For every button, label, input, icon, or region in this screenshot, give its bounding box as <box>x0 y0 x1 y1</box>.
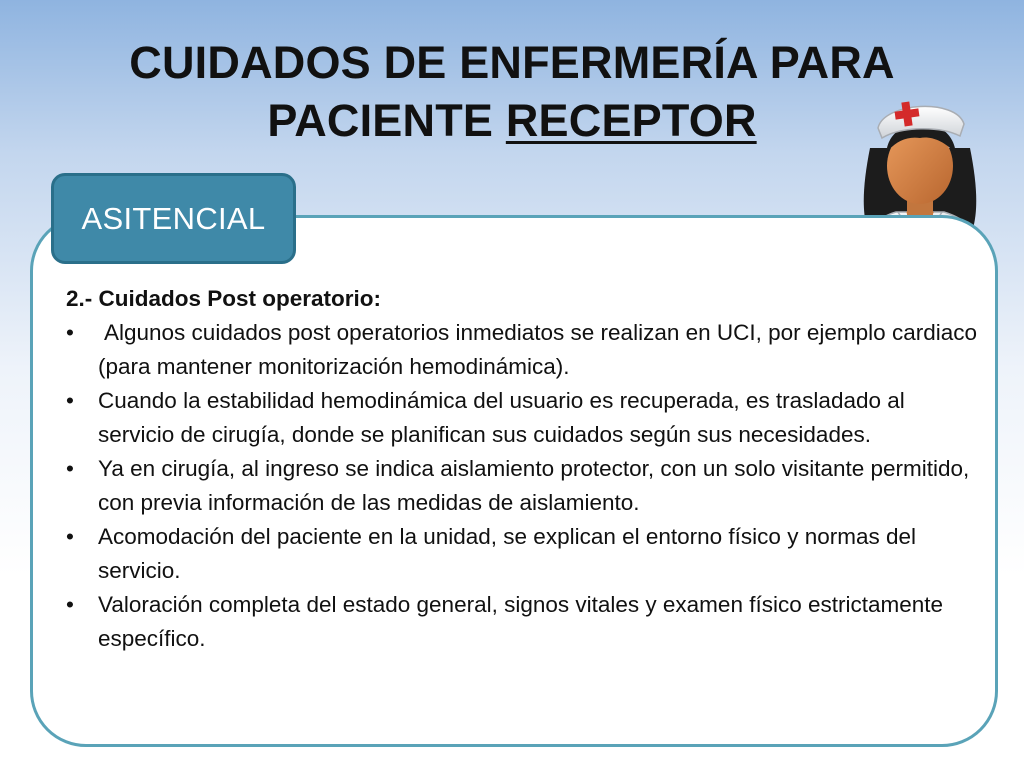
list-item <box>66 316 978 384</box>
title-line-2 <box>60 92 964 150</box>
subheading: 2.- Cuidados Post operatorio: <box>66 286 382 311</box>
bullet-text: Ya en cirugía, al ingreso se indica aislamiento protector, con un solo visitante permitido, con previa información de las medidas de aislamiento. <box>98 456 970 515</box>
bullet-text: Algunos cuidados post operatorios inmediatos se realizan en UCI, por ejemplo cardiaco (para mantener monitorización hemodinámica). <box>98 320 977 379</box>
bullet-list <box>66 316 978 656</box>
list-item <box>66 588 978 656</box>
title-line-1: CUIDADOS DE ENFERMERÍA PARA <box>129 37 895 88</box>
bullet-text: Cuando la estabilidad hemodinámica del usuario es recuperada, es trasladado al servicio de cirugía, donde se planifican sus cuidados según sus necesidades. <box>98 388 905 447</box>
bullet-icon: • <box>66 592 74 617</box>
section-tag <box>51 173 296 264</box>
list-item <box>66 384 978 452</box>
bullet-text: Valoración completa del estado general, signos vitales y examen físico estrictamente específico. <box>98 592 944 651</box>
bullet-icon: • <box>66 320 74 345</box>
slide-title <box>60 34 964 150</box>
bullet-icon: • <box>66 456 74 481</box>
list-item <box>66 520 978 588</box>
list-item <box>66 452 978 520</box>
body-text <box>66 282 978 656</box>
bullet-text: Acomodación del paciente en la unidad, se explican el entorno físico y normas del servicio. <box>98 524 916 583</box>
bullet-icon: • <box>66 388 74 413</box>
title-line-2-prefix: PACIENTE <box>267 95 506 146</box>
title-underlined-word: RECEPTOR <box>505 95 757 146</box>
section-tag-label: ASITENCIAL <box>81 200 266 236</box>
bullet-icon: • <box>66 524 74 549</box>
